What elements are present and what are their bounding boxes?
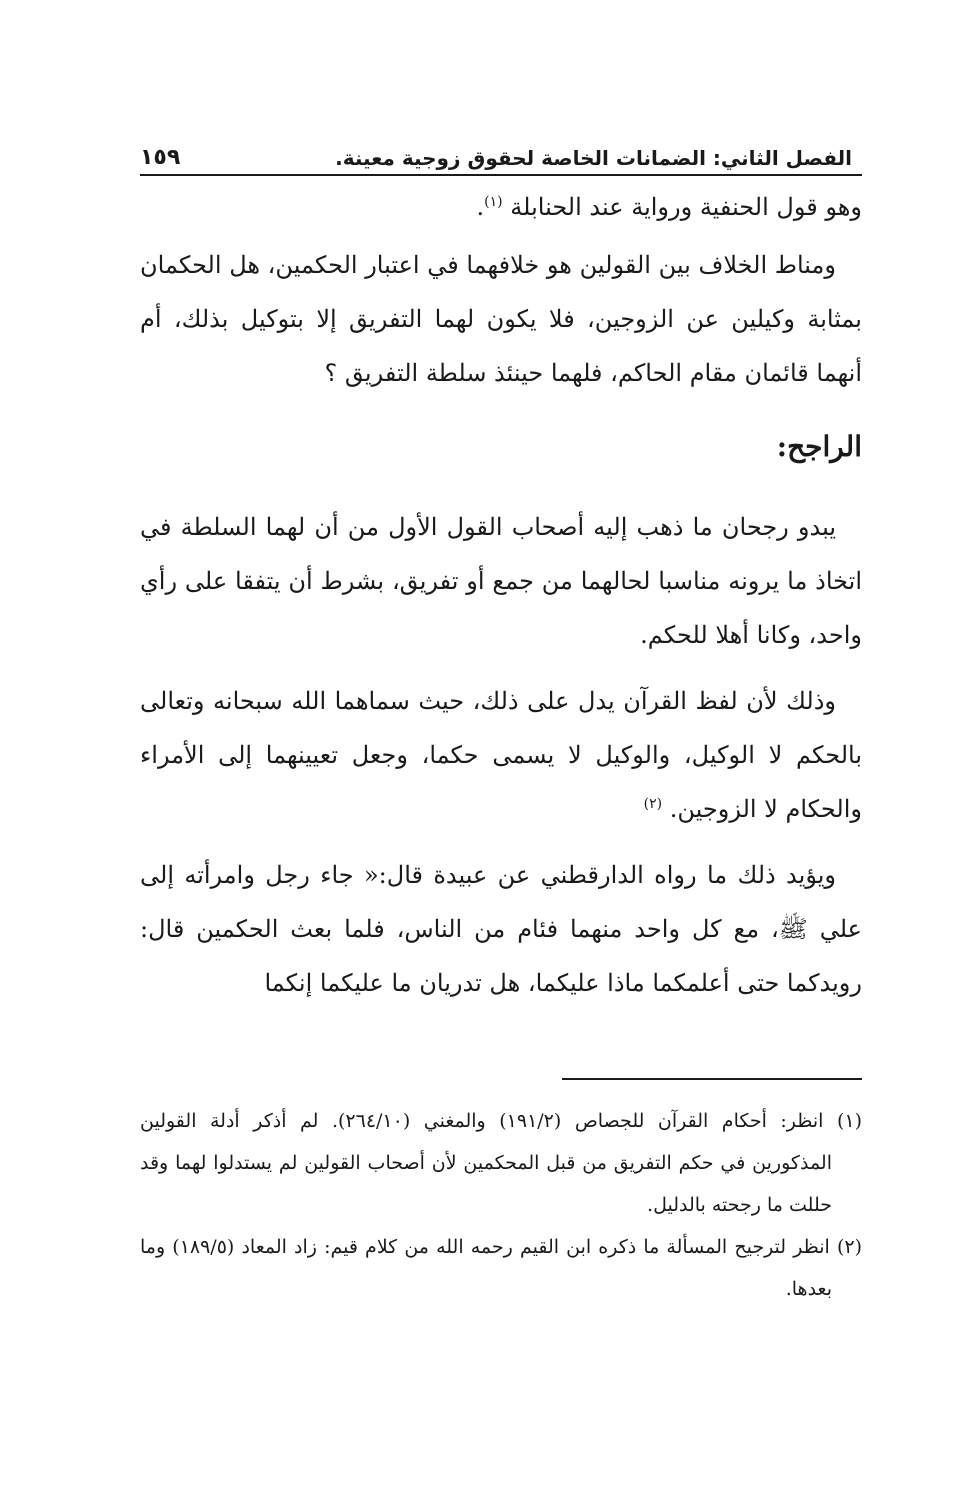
section-heading: الراجح: <box>776 430 862 463</box>
paragraph-5: ويؤيد ذلك ما رواه الدارقطني عن عبيدة قال:« جاء رجل وامرأته إلى علي ﷺ، مع كل واحد منهما فئام من الناس، فلما بعث الحكمين قال: رويدكما حتى أعلمكما ماذا عليكما، هل تدريان ما عليكما إنكما <box>140 861 862 997</box>
paragraph-1-text: وهو قول الحنفية ورواية عند الحنابلة <box>510 193 862 221</box>
footnotes <box>140 1100 862 1310</box>
chapter-title: الفصل الثاني: الضمانات الخاصة لحقوق زوجية معينة. <box>335 146 852 170</box>
footnote-1: (١) انظر: أحكام القرآن للجصاص (١٩١/٢) والمغني (٢٦٤/١٠). لم أذكر أدلة القولين المذكورين في حكم التفريق من قبل المحكمين لأن أصحاب القولين لم يستدلوا لهما وقد حللت ما رجحته بالدليل. <box>140 1110 862 1216</box>
page-number: ١٥٩ <box>140 145 181 170</box>
footnote-separator <box>562 1078 862 1080</box>
running-header <box>140 140 862 176</box>
footnote-2: (٢) انظر لترجيح المسألة ما ذكره ابن القيم رحمه الله من كلام قيم: زاد المعاد (١٨٩/٥) وما بعدها. <box>140 1236 863 1300</box>
document-page <box>140 0 862 1494</box>
paragraph-4-text: وذلك لأن لفظ القرآن يدل على ذلك، حيث سماهما الله سبحانه وتعالى بالحكم لا الوكيل، والوكيل لا يسمى حكما، وجعل تعيينهما إلى الأمراء والحكام لا الزوجين. <box>140 687 862 823</box>
paragraph-2: ومناط الخلاف بين القولين هو خلافهما في اعتبار الحكمين، هل الحكمان بمثابة وكيلين عن الزوجين، فلا يكون لهما التفريق إلا بتوكيل بذلك، أم أنهما قائمان مقام الحاكم، فلهما حينئذ سلطة التفريق ؟ <box>140 251 862 387</box>
footnote-ref-2: (٢) <box>643 796 663 812</box>
paragraph-3: يبدو رجحان ما ذهب إليه أصحاب القول الأول من أن لهما السلطة في اتخاذ ما يرونه مناسبا لحالهما من جمع أو تفريق، بشرط أن يتفقا على رأي واحد، وكانا أهلا للحكم. <box>140 513 862 649</box>
main-text <box>140 180 862 1010</box>
paragraph-4 <box>140 674 862 836</box>
paragraph-1-end: . <box>476 193 485 221</box>
footnote-ref-1: (١) <box>484 194 503 210</box>
paragraph-1 <box>140 180 862 234</box>
